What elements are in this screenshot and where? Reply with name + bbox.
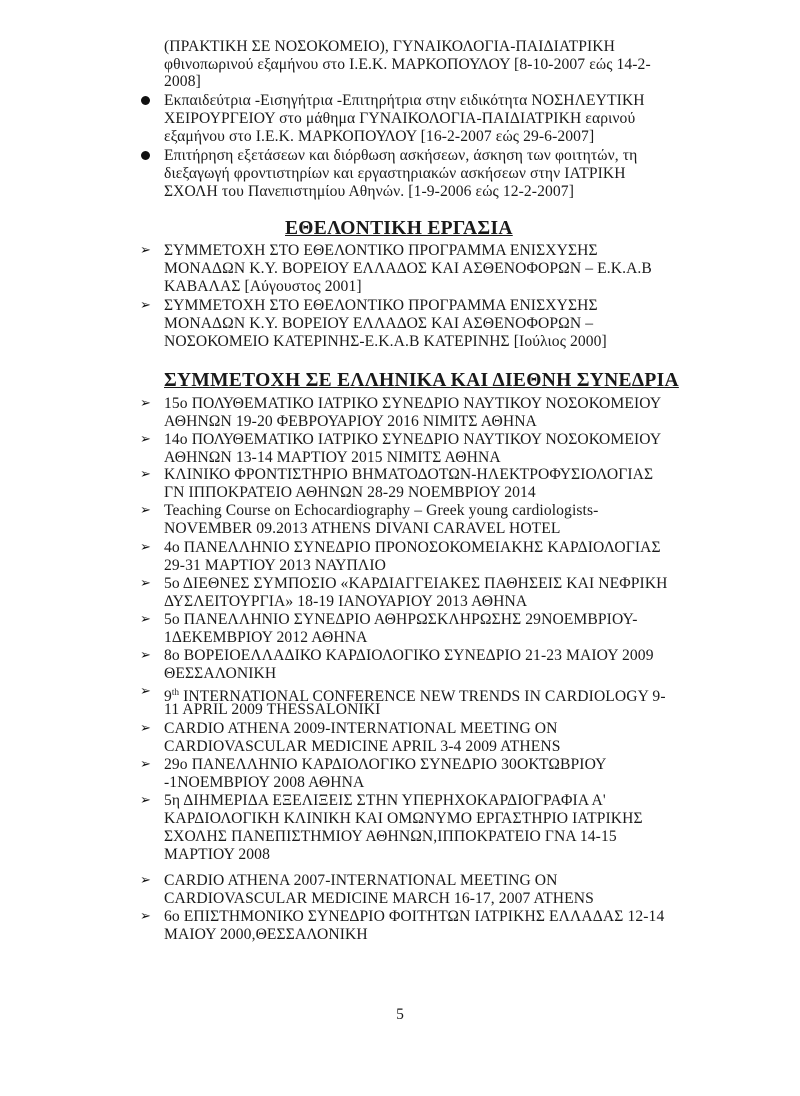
list-item-line: ΜΟΝΑΔΩΝ Κ.Υ. ΒΟΡΕΙΟΥ ΕΛΛΑΔΟΣ ΚΑΙ ΑΣΘΕΝΟΦΟΡΩΝ – Ε.Κ.Α.Β [164, 260, 652, 277]
list-item-line: Εκπαιδεύτρια -Εισηγήτρια -Επιτηρήτρια στην ειδικότητα ΝΟΣΗΛΕΥΤΙΚΗ [164, 92, 645, 109]
arrow-bullet-icon: ➢ [140, 396, 151, 411]
bullet-dot-icon [141, 96, 150, 105]
list-item-line: ΣΥΜΜΕΤΟΧΗ ΣΤΟ ΕΘΕΛΟΝΤΙΚΟ ΠΡΟΓΡΑΜΜΑ ΕΝΙΣΧΥΣΗΣ [164, 242, 598, 259]
list-item-line: 5ο ΠΑΝΕΛΛΗΝΙΟ ΣΥΝΕΔΡΙΟ ΑΘΗΡΩΣΚΛΗΡΩΣΗΣ 29ΝΟΕΜΒΡΙΟΥ- [164, 611, 638, 628]
arrow-bullet-icon: ➢ [140, 757, 151, 772]
bullet-dot-icon [141, 151, 150, 160]
arrow-bullet-icon: ➢ [140, 467, 151, 482]
list-item-line: 5ο ΔΙΕΘΝΕΣ ΣΥΜΠΟΣΙΟ «ΚΑΡΔΙΑΓΓΕΙΑΚΕΣ ΠΑΘΗΣΕΙΣ ΚΑΙ ΝΕΦΡΙΚΗ [164, 575, 668, 592]
list-item-line: ΜΟΝΑΔΩΝ Κ.Υ. ΒΟΡΕΙΟΥ ΕΛΛΑΔΟΣ ΚΑΙ ΑΣΘΕΝΟΦΟΡΩΝ – [164, 315, 594, 332]
list-item-line: CARDIOVASCULAR MEDICINE MARCH 16-17, 2007 ATHENS [164, 890, 594, 907]
ordinal-suffix: th [171, 687, 180, 697]
list-item-line: 29ο ΠΑΝΕΛΛΗΝΙΟ ΚΑΡΔΙΟΛΟΓΙΚΟ ΣΥΝΕΔΡΙΟ 30ΟΚΤΩΒΡΙΟΥ [164, 756, 607, 773]
section-heading-conferences: ΣΥΜΜΕΤΟΧΗ ΣΕ ΕΛΛΗΝΙΚΑ ΚΑΙ ΔΙΕΘΝΗ ΣΥΝΕΔΡΙΑ [164, 370, 679, 391]
list-item-line: ΓΝ ΙΠΠΟΚΡΑΤΕΙΟ ΑΘΗΝΩΝ 28-29 ΝΟΕΜΒΡΙΟΥ 2014 [164, 484, 536, 501]
arrow-bullet-icon: ➢ [140, 873, 151, 888]
ordinal-number: 9 [164, 688, 172, 705]
list-item-line: διεξαγωγή φροντιστηρίων και εργαστηριακών ασκήσεων στην ΙΑΤΡΙΚΗ [164, 165, 626, 182]
arrow-bullet-icon: ➢ [140, 793, 151, 808]
arrow-bullet-icon: ➢ [140, 721, 151, 736]
list-item-line: 14ο ΠΟΛΥΘΕΜΑΤΙΚΟ ΙΑΤΡΙΚΟ ΣΥΝΕΔΡΙΟ ΝΑΥΤΙΚΟΥ ΝΟΣΟΚΟΜΕΙΟΥ [164, 431, 662, 448]
list-item-line: ΑΘΗΝΩΝ 13-14 ΜΑΡΤΙΟΥ 2015 ΝΙΜΙΤΣ ΑΘΗΝΑ [164, 449, 501, 466]
list-item-line: ΧΕΙΡΟΥΡΓΕΙΟΥ στο μάθημα ΓΥΝΑΙΚΟΛΟΓΙΑ-ΠΑΙΔΙΑΤΡΙΚΗ εαρινού [164, 110, 636, 127]
list-item-line: ΣΧΟΛΗ του Πανεπιστημίου Αθηνών. [1-9-2006 εώς 12-2-2007] [164, 183, 574, 200]
list-item-line: ΣΧΟΛΗΣ ΠΑΝΕΠΙΣΤΗΜΙΟΥ ΑΘΗΝΩΝ,ΙΠΠΟΚΡΑΤΕΙΟ ΓΝΑ 14-15 [164, 828, 617, 845]
list-item-line: 1ΔΕΚΕΜΒΡΙΟΥ 2012 ΑΘΗΝΑ [164, 629, 368, 646]
arrow-bullet-icon: ➢ [140, 684, 151, 699]
list-item-line: 29-31 ΜΑΡΤΙΟΥ 2013 ΝΑΥΠΛΙΟ [164, 557, 386, 574]
arrow-bullet-icon: ➢ [140, 243, 151, 258]
arrow-bullet-icon: ➢ [140, 432, 151, 447]
list-item-line: 4ο ΠΑΝΕΛΛΗΝΙΟ ΣΥΝΕΔΡΙΟ ΠΡΟΝΟΣΟΚΟΜΕΙΑΚΗΣ ΚΑΡΔΙΟΛΟΓΙΑΣ [164, 539, 661, 556]
list-item-line: CARDIO ATHENA 2009-INTERNATIONAL MEETING ON [164, 720, 558, 737]
list-item-line: ΝΟΣΟΚΟΜΕΙΟ ΚΑΤΕΡΙΝΗΣ-Ε.Κ.Α.Β ΚΑΤΕΡΙΝΗΣ [Ιούλιος 2000] [164, 333, 607, 350]
list-item-line: 11 APRIL 2009 THESSALONIKI [164, 701, 381, 718]
list-item-line: -1ΝΟΕΜΒΡΙΟΥ 2008 ΑΘΗΝΑ [164, 774, 365, 791]
arrow-bullet-icon: ➢ [140, 648, 151, 663]
list-item-line: 8ο ΒΟΡΕΙΟΕΛΛΑΔΙΚΟ ΚΑΡΔΙΟΛΟΓΙΚΟ ΣΥΝΕΔΡΙΟ 21-23 ΜΑΙΟΥ 2009 [164, 647, 654, 664]
continuation-line: 2008] [164, 73, 201, 90]
arrow-bullet-icon: ➢ [140, 503, 151, 518]
arrow-bullet-icon: ➢ [140, 298, 151, 313]
list-item-line: ΣΥΜΜΕΤΟΧΗ ΣΤΟ ΕΘΕΛΟΝΤΙΚΟ ΠΡΟΓΡΑΜΜΑ ΕΝΙΣΧΥΣΗΣ [164, 297, 598, 314]
arrow-bullet-icon: ➢ [140, 540, 151, 555]
list-item-line: CARDIOVASCULAR MEDICINE APRIL 3-4 2009 ATHENS [164, 738, 561, 755]
list-item-line: 6ο ΕΠΙΣΤΗΜΟΝΙΚΟ ΣΥΝΕΔΡΙΟ ΦΟΙΤΗΤΩΝ ΙΑΤΡΙΚΗΣ ΕΛΛΑΔΑΣ 12-14 [164, 908, 665, 925]
page-number: 5 [396, 1006, 404, 1023]
section-heading-volunteer: ΕΘΕΛΟΝΤΙΚΗ ΕΡΓΑΣΙΑ [285, 218, 513, 239]
list-item-line: NOVEMBER 09.2013 ATHENS DIVANI CARAVEL HOTEL [164, 520, 561, 537]
list-item-line: ΔΥΣΛΕΙΤΟΥΡΓΙΑ» 18-19 ΙΑΝΟΥΑΡΙΟΥ 2013 ΑΘΗΝΑ [164, 593, 528, 610]
list-item-line: ΜΑΙΟΥ 2000,ΘΕΣΣΑΛΟΝΙΚΗ [164, 926, 368, 943]
list-item-line: εξαμήνου στο Ι.Ε.Κ. ΜΑΡΚΟΠΟΥΛΟΥ [16-2-2007 εώς 29-6-2007] [164, 128, 595, 145]
list-item-line: ΚΑΡΔΙΟΛΟΓΙΚΗ ΚΛΙΝΙΚΗ ΚΑΙ ΟΜΩΝΥΜΟ ΕΡΓΑΣΤΗΡΙΟ ΙΑΤΡΙΚΗΣ [164, 810, 643, 827]
list-item-line: 5η ΔΙΗΜΕΡΙΔΑ ΕΞΕΛΙΞΕΙΣ ΣΤΗΝ ΥΠΕΡΗΧΟΚΑΡΔΙΟΓΡΑΦΙΑ Α' [164, 792, 606, 809]
list-item-line: ΜΑΡΤΙΟΥ 2008 [164, 846, 270, 863]
list-item-line: ΘΕΣΣΑΛΟΝΙΚΗ [164, 665, 277, 682]
list-item-line: ΑΘΗΝΩΝ 19-20 ΦΕΒΡΟΥΑΡΙΟΥ 2016 ΝΙΜΙΤΣ ΑΘΗΝΑ [164, 413, 537, 430]
list-item-line: Teaching Course on Echocardiography – Greek young cardiologists- [164, 502, 599, 519]
list-item-text: INTERNATIONAL CONFERENCE NEW TRENDS IN CARDIOLOGY 9- [183, 688, 666, 705]
list-item-line: ΚΑΒΑΛΑΣ [Αύγουστος 2001] [164, 278, 362, 295]
list-item-line: CARDIO ATHENA 2007-INTERNATIONAL MEETING ON [164, 872, 558, 889]
list-item-line: ΚΛΙΝΙΚΟ ΦΡΟΝΤΙΣΤΗΡΙΟ ΒΗΜΑΤΟΔΟΤΩΝ-ΗΛΕΚΤΡΟΦΥΣΙΟΛΟΓΙΑΣ [164, 466, 654, 483]
list-item-line: 15ο ΠΟΛΥΘΕΜΑΤΙΚΟ ΙΑΤΡΙΚΟ ΣΥΝΕΔΡΙΟ ΝΑΥΤΙΚΟΥ ΝΟΣΟΚΟΜΕΙΟΥ [164, 395, 662, 412]
arrow-bullet-icon: ➢ [140, 612, 151, 627]
continuation-line: φθινοπωρινού εξαμήνου στο Ι.Ε.Κ. ΜΑΡΚΟΠΟΥΛΟΥ [8-10-2007 εώς 14-2- [164, 56, 651, 73]
arrow-bullet-icon: ➢ [140, 909, 151, 924]
list-item-line: Επιτήρηση εξετάσεων και διόρθωση ασκήσεων, άσκηση των φοιτητών, τη [164, 147, 638, 164]
continuation-line: (ΠΡΑΚΤΙΚΗ ΣΕ ΝΟΣΟΚΟΜΕΙΟ), ΓΥΝΑΙΚΟΛΟΓΙΑ-ΠΑΙΔΙΑΤΡΙΚΗ [164, 38, 616, 55]
arrow-bullet-icon: ➢ [140, 576, 151, 591]
